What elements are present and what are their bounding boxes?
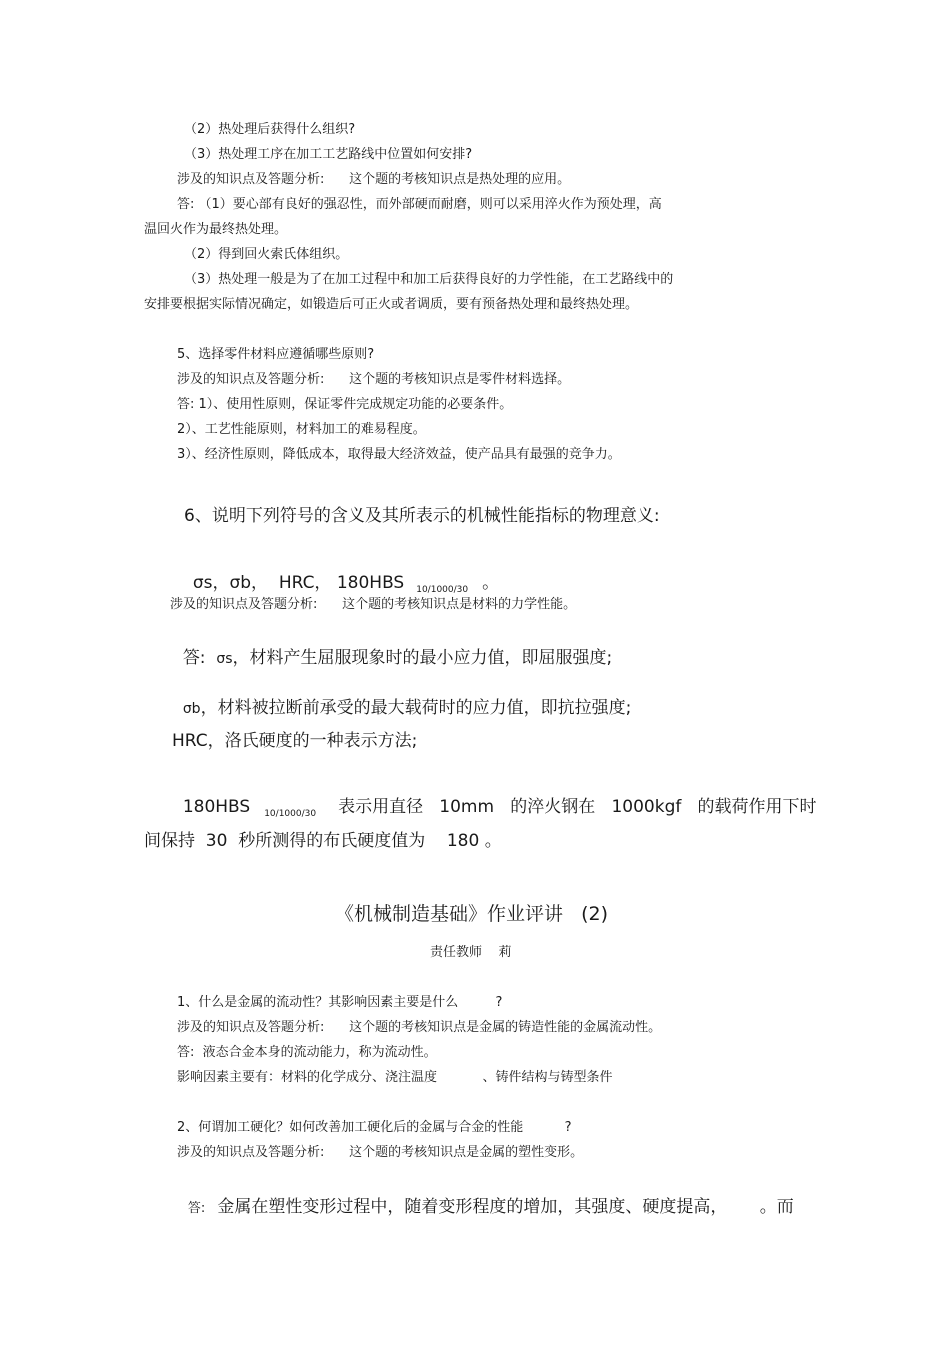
answer-prefix: 答:	[187, 1201, 210, 1216]
answer-line	[177, 1182, 794, 1216]
answer-hbs	[172, 782, 817, 819]
question-2: （2）热处理后获得什么组织?	[184, 122, 356, 137]
symbols-line	[182, 558, 499, 595]
sigma-s-symbol: σs	[216, 651, 233, 667]
answer-sigma-s	[172, 633, 612, 667]
section-title: 《机械制造基础》作业评讲 (2)	[335, 903, 609, 925]
hbs-symbol: 180HBS	[182, 797, 251, 817]
answer-line: （2）得到回火索氏体组织。	[184, 247, 349, 262]
sigma-b-symbol: σb	[182, 701, 201, 717]
symbols-text: σs，σb， HRC， 180HBS	[192, 573, 405, 593]
answer-sigma-b	[172, 683, 631, 717]
analysis-line: 涉及的知识点及答题分析: 这个题的考核知识点是零件材料选择。	[177, 372, 571, 387]
analysis-line: 涉及的知识点及答题分析: 这个题的考核知识点是金属的铸造性能的金属流动性。	[177, 1020, 662, 1035]
answer-hbs-line2: 间保持 30 秒所测得的布氏硬度值为 180 。	[144, 831, 502, 851]
sigma-s-text: ，材料产生屈服现象时的最小应力值，即屈服强度;	[232, 648, 613, 668]
sigma-b-text: ，材料被拉断前承受的最大载荷时的应力值，即抗拉强度;	[200, 698, 632, 718]
symbols-end: 。	[482, 573, 500, 593]
answer-prefix: 答:	[182, 648, 217, 668]
s2-question-1: 1、什么是金属的流动性？其影响因素主要是什么 ?	[177, 995, 503, 1010]
answer-line: 影响因素主要有：材料的化学成分、浇注温度 、铸件结构与铸型条件	[177, 1070, 613, 1085]
analysis-line: 涉及的知识点及答题分析: 这个题的考核知识点是材料的力学性能。	[170, 597, 577, 612]
answer-line: 3）、经济性原则，降低成本，取得最大经济效益，使产品具有最强的竞争力。	[177, 447, 621, 462]
question-6: 6、说明下列符号的含义及其所表示的机械性能指标的物理意义:	[184, 506, 660, 526]
hbs-text: 表示用直径 10mm 的淬火钢在 1000kgf 的载荷作用下时	[338, 797, 817, 817]
analysis-line: 涉及的知识点及答题分析: 这个题的考核知识点是金属的塑性变形。	[177, 1145, 584, 1160]
s2-question-2: 2、何谓加工硬化？如何改善加工硬化后的金属与合金的性能 ?	[177, 1120, 572, 1135]
hbs-subscript: 10/1000/30	[264, 809, 317, 819]
question-5: 5、选择零件材料应遵循哪些原则?	[177, 347, 375, 362]
answer-text: 金属在塑性变形过程中，随着变形程度的增加，其强度、硬度提高， 。而	[217, 1197, 794, 1217]
symbols-subscript: 10/1000/30	[416, 585, 469, 595]
question-3: （3）热处理工序在加工工艺路线中位置如何安排?	[184, 147, 473, 162]
answer-line: （3）热处理一般是为了在加工过程中和加工后获得良好的力学性能，在工艺路线中的	[184, 272, 674, 287]
analysis-line: 涉及的知识点及答题分析: 这个题的考核知识点是热处理的应用。	[177, 172, 571, 187]
answer-hrc: HRC，洛氏硬度的一种表示方法;	[172, 731, 418, 751]
answer-line: 答: 1）、使用性原则，保证零件完成规定功能的必要条件。	[177, 397, 513, 412]
answer-line: 安排要根据实际情况确定，如锻造后可正火或者调质，要有预备热处理和最终热处理。	[144, 297, 639, 312]
answer-line: 温回火作为最终热处理。	[144, 222, 288, 237]
answer-line: 2）、工艺性能原则，材料加工的难易程度。	[177, 422, 426, 437]
answer-line: 答: 液态合金本身的流动能力，称为流动性。	[177, 1045, 437, 1060]
answer-line: 答: （1）要心部有良好的强忍性，而外部硬而耐磨，则可以采用淬火作为预处理，高	[177, 197, 662, 212]
teacher-line: 责任教师 莉	[430, 945, 512, 960]
